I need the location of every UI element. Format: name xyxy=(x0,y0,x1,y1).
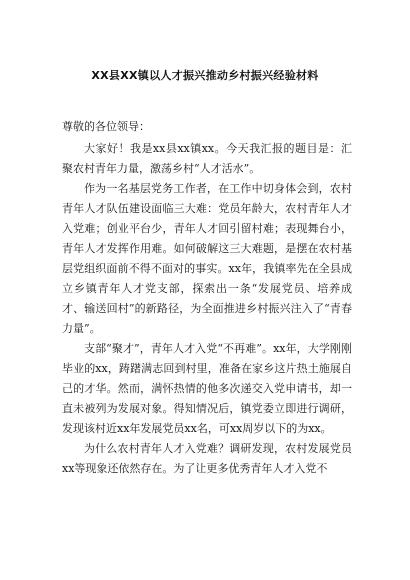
paragraph-branch: 支部“聚才”，青年人才入党“不再难”。xx年，大学刚刚毕业的xx，踌躇满志回到村里，准备在家乡这片热土施展自己的才华。然而，满怀热情的他多次递交入党申请书，却一直未被列为发展对象。得知情况后，镇党委立即进行调研，发现该村近xx年发展党员xx名，可xx周岁以下的为xx。 xyxy=(62,342,352,435)
paragraph-challenges: 作为一名基层党务工作者，在工作中切身体会到，农村青年人才队伍建设面临三大难：党员年龄大，农村青年人才入党难；创业平台少，青年人才回引留村难；表现舞台小，青年人才发挥作用难。如何破解这三大难题，是摆在农村基层党组织面前不得不面对的事实。xx年，我镇率先在全县成立乡镇青年人才党支部，探索出一条“发展党员、培养成才、输送回村”的新路径，为全面推进乡村振兴注入了“青春力量”。 xyxy=(62,182,352,335)
salutation: 尊敬的各位领导： xyxy=(62,120,150,133)
paragraph-survey: 为什么农村青年人才入党难？调研发现，农村发展党员xx等现象还依然存在。为了让更多优秀青年人才入党不 xyxy=(62,442,352,475)
document-body xyxy=(62,117,352,479)
paragraph-greeting: 大家好！我是xx县xx镇xx。今天我汇报的题目是：汇聚农村青年力量，激荡乡村“人才活水”。 xyxy=(62,142,352,175)
document-title: XX县XX镇以人才振兴推动乡村振兴经验材料 xyxy=(91,69,319,82)
